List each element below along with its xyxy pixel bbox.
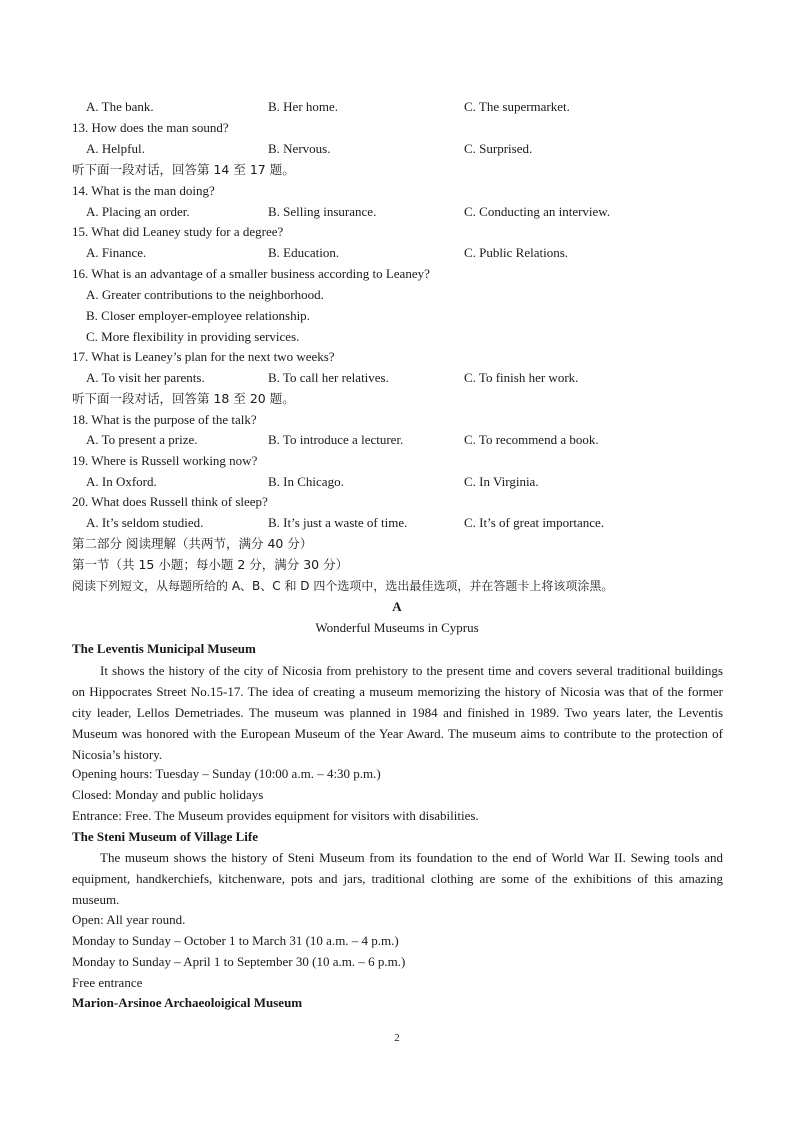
q12-option-a: A. The bank. [86,99,154,114]
q19-stem: 19. Where is Russell working now? [72,453,258,468]
museum1-entrance: Entrance: Free. The Museum provides equipment for visitors with disabilities. [72,808,479,823]
q16-stem: 16. What is an advantage of a smaller business according to Leaney? [72,266,430,281]
q19-option-c: C. In Virginia. [464,474,539,489]
q17-option-c: C. To finish her work. [464,370,579,385]
museum2-name: The Steni Museum of Village Life [72,829,258,844]
q13-option-a: A. Helpful. [86,141,145,156]
museum3-name: Marion-Arsinoe Archaeoloigical Museum [72,995,303,1010]
museum1-name: The Leventis Municipal Museum [72,641,256,656]
reading-instructions: 阅读下列短文，从每题所给的 A、B、C 和 D 四个选项中，选出最佳选项，并在答题卡上将该项涂黑。 [72,579,614,593]
q14-option-b: B. Selling insurance. [268,204,377,219]
q18-option-a: A. To present a prize. [86,432,198,447]
q18-option-b: B. To introduce a lecturer. [268,432,404,447]
q17-option-a: A. To visit her parents. [86,370,205,385]
museum2-open: Open: All year round. [72,912,186,927]
q14-option-c: C. Conducting an interview. [464,204,611,219]
instruction-18-20: 听下面一段对话，回答第 18 至 20 题。 [72,391,295,406]
q19-option-b: B. In Chicago. [268,474,344,489]
q19-option-a: A. In Oxford. [86,474,157,489]
q16-option-a: A. Greater contributions to the neighborhood. [86,287,324,302]
q20-option-a: A. It’s seldom studied. [86,515,204,530]
q12-option-c: C. The supermarket. [464,99,570,114]
q16-option-b: B. Closer employer-employee relationship. [86,308,310,323]
q20-option-b: B. It’s just a waste of time. [268,515,408,530]
museum1-closed: Closed: Monday and public holidays [72,787,264,802]
part2-heading: 第二部分 阅读理解（共两节，满分 40 分） [72,536,313,551]
q15-option-b: B. Education. [268,245,340,260]
q14-option-a: A. Placing an order. [86,204,190,219]
museum2-description: The museum shows the history of Steni Museum from its foundation to the end of World War II. Sewing tools and equipment, handkerchiefs, kitchenware, pots and jars, traditional clothing are some of the exhibitions of this amazing museum. [72,850,723,907]
page-number: 2 [394,1032,400,1044]
passage-letter: A [392,599,402,614]
museum2-entrance: Free entrance [72,975,143,990]
q20-option-c: C. It’s of great importance. [464,515,605,530]
q14-stem: 14. What is the man doing? [72,183,215,198]
q15-option-c: C. Public Relations. [464,245,568,260]
q13-option-b: B. Nervous. [268,141,331,156]
instruction-14-17: 听下面一段对话，回答第 14 至 17 题。 [72,162,295,177]
q18-stem: 18. What is the purpose of the talk? [72,412,257,427]
q17-option-b: B. To call her relatives. [268,370,389,385]
q18-option-c: C. To recommend a book. [464,432,599,447]
section1-heading: 第一节（共 15 小题；每小题 2 分，满分 30 分） [72,557,349,572]
museum2-summer-hours: Monday to Sunday – April 1 to September 30 (10 a.m. – 6 p.m.) [72,954,406,969]
q16-option-c: C. More flexibility in providing services. [86,329,300,344]
museum1-description: It shows the history of the city of Nicosia from prehistory to the present time and covers several traditional buildings on Hippocrates Street No.15-17. The idea of creating a museum memorizing the history of Nicosia was that of the former city leader, Lellos Demetriades. The museum was planned in 1984 and finished in 1989. Two years later, the Leventis Museum was honored with the European Museum of the Year Award. The museum aims to contribute to the protection of Nicosia’s history. [72,663,723,762]
q17-stem: 17. What is Leaney’s plan for the next two weeks? [72,349,335,364]
q13-stem: 13. How does the man sound? [72,120,229,135]
q15-option-a: A. Finance. [86,245,147,260]
passage-title: Wonderful Museums in Cyprus [315,620,479,635]
museum1-hours: Opening hours: Tuesday – Sunday (10:00 a.m. – 4:30 p.m.) [72,766,381,781]
q20-stem: 20. What does Russell think of sleep? [72,494,268,509]
q12-option-b: B. Her home. [268,99,339,114]
q15-stem: 15. What did Leaney study for a degree? [72,224,284,239]
q13-option-c: C. Surprised. [464,141,533,156]
museum2-winter-hours: Monday to Sunday – October 1 to March 31 (10 a.m. – 4 p.m.) [72,933,399,948]
